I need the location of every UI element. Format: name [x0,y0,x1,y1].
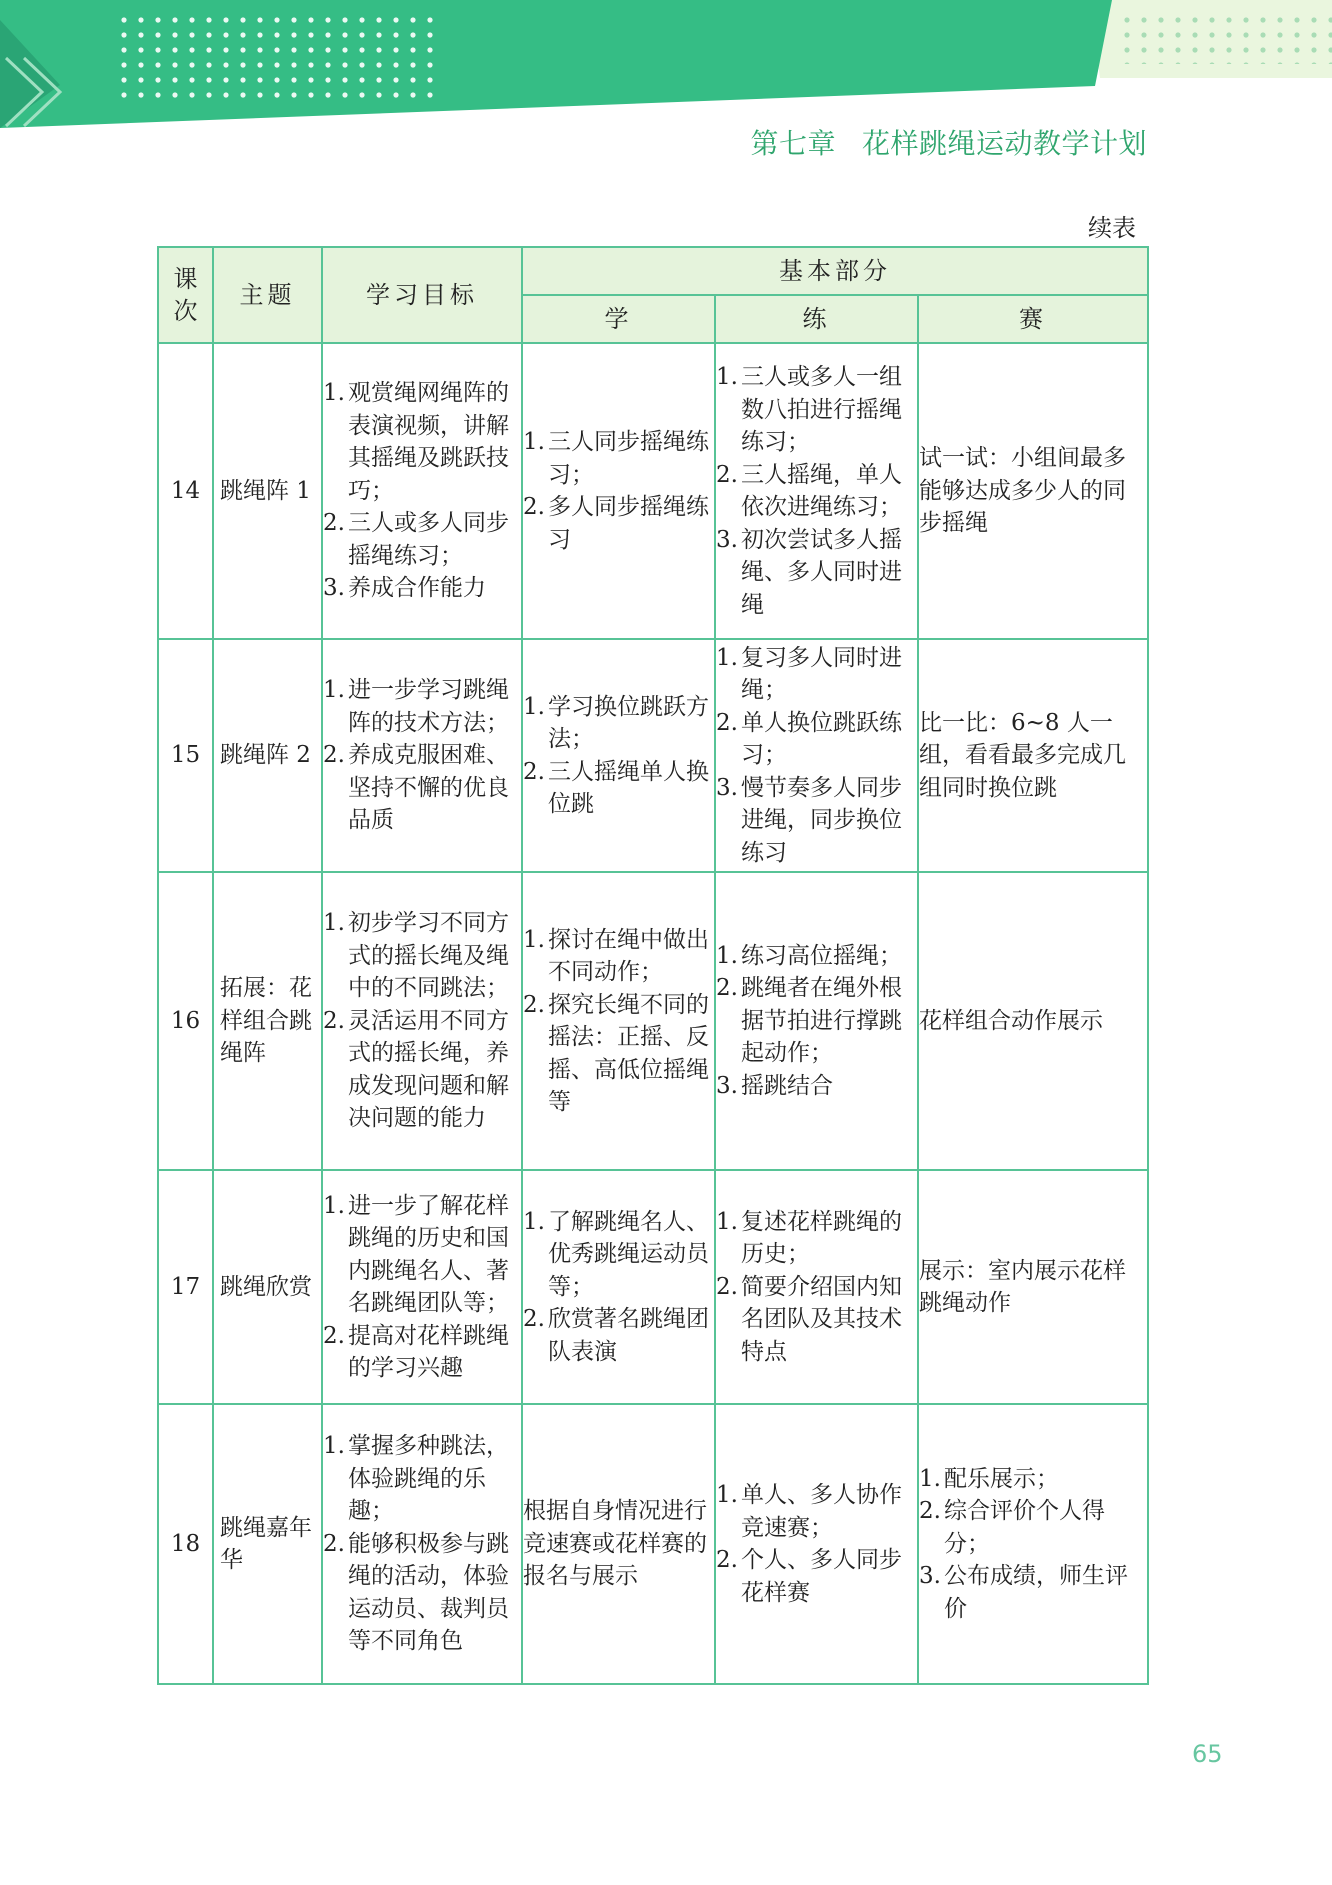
cell-text: 展示：室内展示花样跳绳动作 [919,1257,1126,1316]
list-item-text: 慢节奏多人同步进绳，同步换位练习 [741,774,902,866]
practice-cell [715,1170,918,1404]
practice-cell [715,1404,918,1684]
list-item [323,674,521,739]
theme-cell: 跳绳欣赏 [213,1170,322,1404]
goals-cell [322,1404,522,1684]
list-item-number: 3. [716,1072,738,1099]
list-item-text: 能够积极参与跳绳的活动，体验运动员、裁判员等不同角色 [348,1530,509,1655]
table-row [158,1404,1148,1684]
list-item-number: 1. [323,1192,345,1219]
list-item [716,1544,917,1609]
list-item-text: 进一步学习跳绳阵的技术方法； [348,677,509,736]
list-item-text: 复习多人同时进绳； [741,644,902,704]
list-item-number: 2. [323,1007,345,1034]
table-row [158,639,1148,872]
numbered-list [323,377,521,605]
list-item-text: 养成克服困难、坚持不懈的优良品质 [348,742,509,834]
theme-cell: 跳绳阵 2 [213,639,322,872]
list-item [323,572,521,605]
list-item [716,459,917,524]
lesson-number: 14 [158,343,213,639]
header-lesson: 课次 [158,247,213,343]
list-item [716,642,917,707]
list-item-text: 欣赏著名跳绳团队表演 [548,1306,709,1365]
list-item [523,924,714,989]
list-item-number: 1. [323,1433,345,1460]
list-item-number: 1. [323,677,345,704]
list-item [716,772,917,870]
theme-cell: 跳绳阵 1 [213,343,322,639]
list-item [716,940,917,973]
goals-cell [322,872,522,1170]
list-item-number: 3. [919,1563,941,1590]
list-item [523,756,714,821]
list-item-text: 复述花样跳绳的历史； [741,1208,902,1268]
list-item [323,1528,521,1658]
lesson-plan-table [157,246,1149,1685]
goals-cell [322,1170,522,1404]
list-item-text: 公布成绩，师生评价 [944,1563,1128,1622]
list-item-number: 1. [523,1208,545,1235]
chapter-title: 花样跳绳运动教学计划 [861,127,1147,160]
learn-cell [522,1404,715,1684]
list-item-text: 单人、多人协作竞速赛； [741,1482,902,1541]
numbered-list [523,1206,714,1369]
list-item [523,989,714,1119]
cell-text: 试一试：小组间最多能够达成多少人的同步摇绳 [919,445,1126,537]
list-item-text: 提高对花样跳绳的学习兴趣 [348,1322,509,1381]
list-item [323,1005,521,1135]
chapter-number: 第七章 [750,127,836,160]
list-item [323,1320,521,1385]
list-item [323,377,521,507]
numbered-list [323,674,521,837]
header-practice: 练 [715,295,918,343]
list-item-text: 个人、多人同步花样赛 [741,1547,902,1606]
numbered-list [323,1190,521,1385]
list-item-text: 初次尝试多人摇绳、多人同时进绳 [741,526,902,618]
header-goals: 学习目标 [322,247,522,343]
list-item [523,1303,714,1368]
list-item [716,707,917,772]
list-item-number: 2. [323,1530,345,1557]
list-item-text: 简要介绍国内知名团队及其技术特点 [741,1273,902,1365]
list-item-text: 单人换位跳跃练习； [741,709,902,769]
list-item [716,361,917,459]
numbered-list [523,426,714,556]
list-item-text: 灵活运用不同方式的摇长绳，养成发现问题和解决问题的能力 [348,1007,509,1132]
cell-text: 根据自身情况进行竞速赛或花样赛的报名与展示 [523,1498,707,1590]
list-item-text: 练习高位摇绳； [741,942,902,969]
list-item-text: 三人或多人同步摇绳练习； [348,510,509,569]
compete-cell [918,1170,1148,1404]
theme-cell: 拓展：花样组合跳绳阵 [213,872,322,1170]
list-item-number: 2. [716,975,738,1002]
header-basic-part: 基本部分 [522,247,1148,295]
lesson-number: 18 [158,1404,213,1684]
list-item-text: 掌握多种跳法，体验跳绳的乐趣； [348,1433,509,1525]
lesson-number: 16 [158,872,213,1170]
list-item-number: 2. [919,1498,941,1525]
list-item-number: 2. [716,709,738,736]
list-item-number: 2. [523,1306,545,1333]
list-item-number: 1. [716,1482,738,1508]
continued-label: 续表 [1088,214,1136,242]
list-item-text: 了解跳绳名人、优秀跳绳运动员等； [548,1208,709,1300]
list-item-number: 2. [523,758,545,785]
list-item-number: 3. [716,774,738,801]
compete-cell [918,872,1148,1170]
list-item-text: 综合评价个人得分； [944,1498,1105,1557]
list-item-text: 初步学习不同方式的摇长绳及绳中的不同跳法； [348,910,509,1002]
list-item-number: 1. [323,380,345,407]
practice-cell [715,872,918,1170]
list-item-text: 探讨在绳中做出不同动作； [548,926,709,985]
list-item-number: 2. [716,1547,738,1573]
header-learn: 学 [522,295,715,343]
chapter-heading [750,122,1147,162]
list-item-number: 1. [523,429,545,455]
list-item-number: 2. [323,1322,345,1349]
lesson-number: 15 [158,639,213,872]
numbered-list [716,642,917,870]
list-item-text: 观赏绳网绳阵的表演视频，讲解其摇绳及跳跃技巧； [348,380,509,504]
goals-cell [322,639,522,872]
learn-cell [522,872,715,1170]
theme-cell: 跳绳嘉年华 [213,1404,322,1684]
list-item-text: 养成合作能力 [348,575,486,602]
list-item [523,491,714,556]
table-row [158,1170,1148,1404]
list-item-number: 1. [716,364,738,390]
list-item-number: 2. [523,991,545,1018]
list-item [919,1560,1147,1625]
list-item-text: 学习换位跳跃方法； [548,693,709,752]
numbered-list [716,940,917,1103]
learn-cell [522,343,715,639]
practice-cell [715,639,918,872]
list-item-text: 跳绳者在绳外根据节拍进行撑跳起动作； [741,975,902,1067]
list-item-text: 探究长绳不同的摇法：正摇、反摇、高低位摇绳等 [548,991,709,1115]
list-item-number: 2. [716,461,738,488]
list-item-number: 2. [323,510,345,537]
list-item-text: 三人摇绳，单人依次进绳练习； [741,461,902,520]
table-row [158,872,1148,1170]
list-item-number: 3. [716,526,738,553]
list-item-number: 1. [523,693,545,720]
compete-cell [918,343,1148,639]
list-item-number: 1. [323,910,345,937]
numbered-list [716,1479,917,1609]
numbered-list [523,691,714,821]
numbered-list [919,1463,1147,1626]
list-item-number: 1. [523,926,545,953]
header-theme: 主题 [213,247,322,343]
numbered-list [523,924,714,1119]
list-item [716,524,917,622]
list-item [716,1070,917,1103]
list-item [919,1495,1147,1560]
list-item [323,507,521,572]
list-item-number: 2. [716,1273,738,1300]
lesson-number: 17 [158,1170,213,1404]
list-item-number: 1. [716,644,738,671]
header-banner [0,0,1332,140]
list-item [716,972,917,1070]
list-item-text: 三人或多人一组数八拍进行摇绳练习； [741,364,902,455]
list-item [716,1479,917,1544]
list-item-text: 摇跳结合 [741,1072,833,1099]
list-item-text: 进一步了解花样跳绳的历史和国内跳绳名人、著名跳绳团队等； [348,1192,509,1316]
learn-cell [522,639,715,872]
list-item-number: 1. [716,942,738,969]
list-item [716,1206,917,1271]
list-item-number: 1. [919,1465,941,1492]
list-item [323,1430,521,1528]
list-item-number: 2. [523,494,545,520]
list-item-number: 3. [323,575,345,602]
compete-cell [918,639,1148,872]
cell-text: 花样组合动作展示 [919,1007,1103,1034]
numbered-list [716,1206,917,1369]
list-item [523,426,714,491]
list-item-number: 2. [323,742,345,769]
numbered-list [323,1430,521,1658]
cell-text: 比一比：6~8 人一组，看看最多完成几组同时换位跳 [919,709,1126,801]
numbered-list [716,361,917,621]
practice-cell [715,343,918,639]
table-row [158,343,1148,639]
list-item [523,691,714,756]
page-number: 65 [1192,1740,1223,1768]
list-item-text: 多人同步摇绳练习 [548,494,709,553]
list-item [716,1271,917,1369]
list-item-number: 1. [716,1208,738,1235]
list-item [523,1206,714,1304]
list-item-text: 配乐展示； [944,1465,1059,1492]
header-compete: 赛 [918,295,1148,343]
list-item [919,1463,1147,1496]
list-item [323,1190,521,1320]
goals-cell [322,343,522,639]
learn-cell [522,1170,715,1404]
list-item [323,739,521,837]
list-item-text: 三人摇绳单人换位跳 [548,758,709,817]
list-item [323,907,521,1005]
list-item-text: 三人同步摇绳练习； [548,429,709,488]
compete-cell [918,1404,1148,1684]
numbered-list [323,907,521,1135]
